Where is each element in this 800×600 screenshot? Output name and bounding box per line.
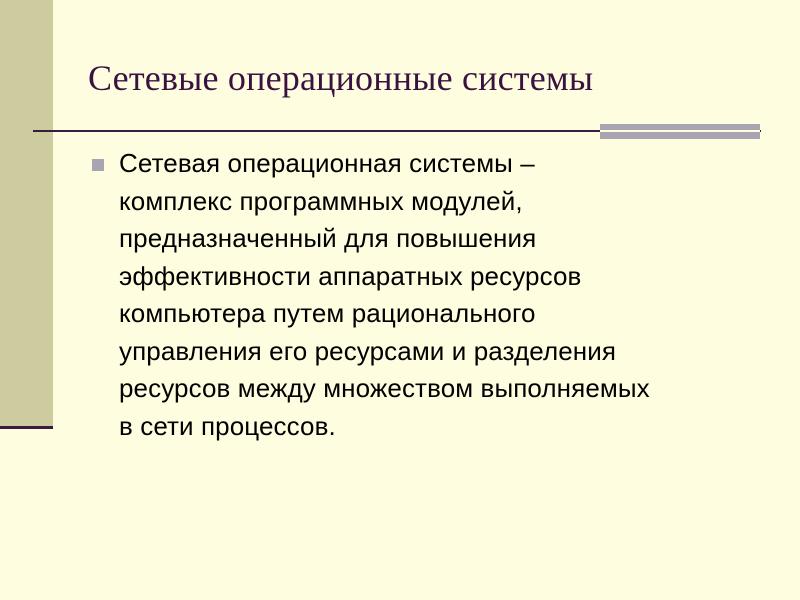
bullet-text [119, 145, 769, 445]
bullet-text-line: управления его ресурсами и разделения [119, 335, 617, 366]
square-bullet-icon [92, 159, 104, 171]
bullet-text-line: ресурсов между множеством выполняемых [119, 373, 650, 403]
left-decorative-bar [0, 0, 53, 426]
slide-title: Сетевые операционные системы [88, 58, 594, 98]
bullet-text-line: эффективности аппаратных ресурсов [119, 260, 582, 291]
bullet-text-line: предназначенный для повышения [119, 223, 537, 253]
bullet-text-line: компьютера путем рационального [119, 298, 536, 328]
bullet-text-line: комплекс программных модулей, [119, 185, 523, 216]
left-bar-underline [0, 426, 53, 429]
accent-block-gap-line [600, 130, 760, 132]
bullet-text-line: Сетевая операционная системы – [119, 148, 535, 178]
bullet-text-line: в сети процессов. [119, 410, 336, 441]
